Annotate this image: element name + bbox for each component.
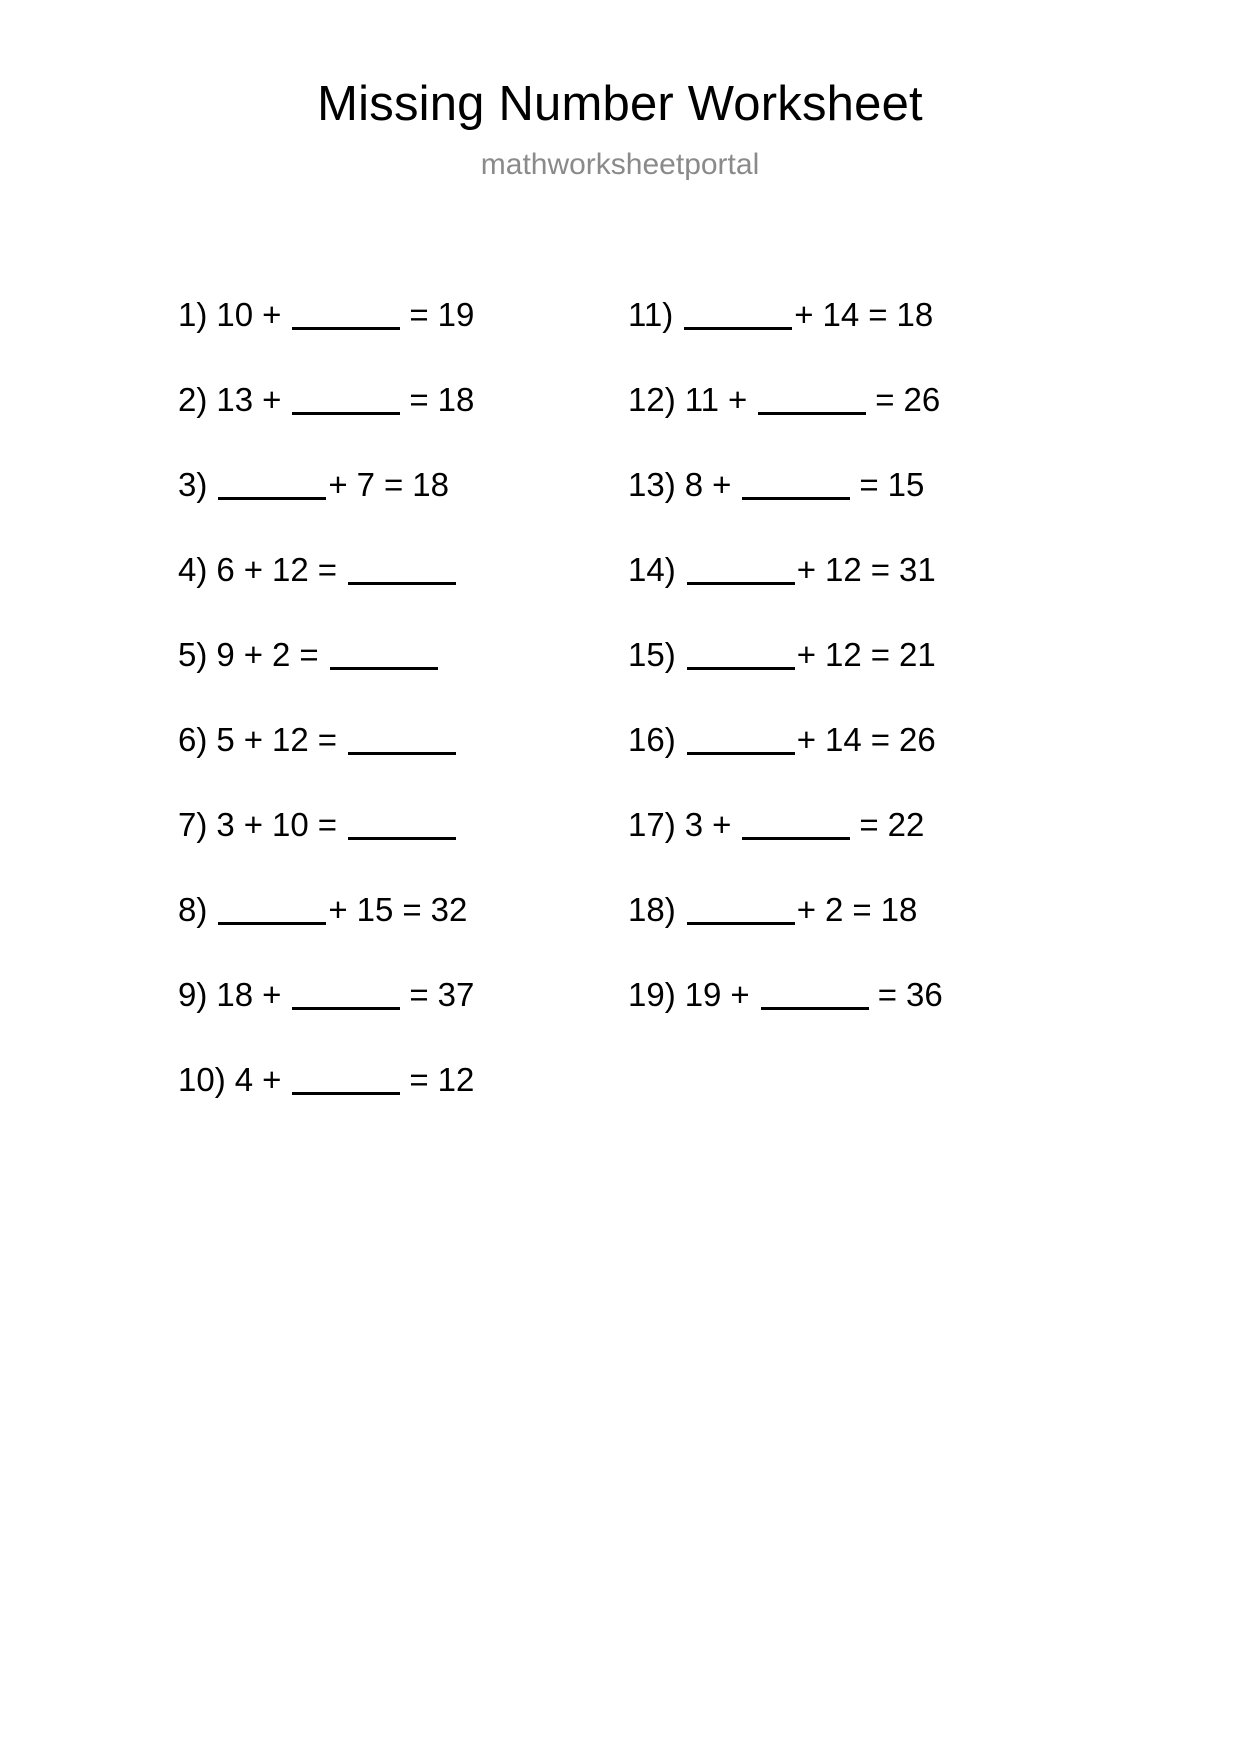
operator-equals: = xyxy=(317,721,337,759)
problem-row xyxy=(178,358,628,443)
result-value: 12 xyxy=(437,1061,475,1099)
answer-blank[interactable] xyxy=(292,386,400,415)
page-title: Missing Number Worksheet xyxy=(317,77,923,131)
operand-b: 12 xyxy=(824,636,862,674)
operand-b: 14 xyxy=(822,296,860,334)
problem-row xyxy=(628,443,1058,528)
operator-plus: + xyxy=(262,296,282,334)
operand-a: 6 xyxy=(216,551,235,589)
operand-a: 18 xyxy=(216,976,254,1014)
problem-index: 8) xyxy=(178,891,208,929)
result-value: 18 xyxy=(437,381,475,419)
answer-blank[interactable] xyxy=(687,726,795,755)
operand-a: 3 xyxy=(684,806,704,844)
operator-plus: + xyxy=(328,891,348,929)
operand-b: 12 xyxy=(824,551,862,589)
problem-index: 9) xyxy=(178,976,208,1014)
problem-index: 4) xyxy=(178,551,208,589)
problem-row xyxy=(178,273,628,358)
operand-a: 3 xyxy=(216,806,235,844)
operand-b: 7 xyxy=(356,466,375,504)
operator-plus: + xyxy=(796,721,816,759)
answer-blank[interactable] xyxy=(684,301,792,330)
problem-index: 16) xyxy=(628,721,676,759)
operator-equals: = xyxy=(317,551,337,589)
operand-a: 10 xyxy=(216,296,254,334)
answer-blank[interactable] xyxy=(742,811,850,840)
operator-plus: + xyxy=(262,976,282,1014)
operand-a: 13 xyxy=(216,381,254,419)
problem-row xyxy=(628,868,1058,953)
problem-index: 18) xyxy=(628,891,676,929)
answer-blank[interactable] xyxy=(761,981,869,1010)
operator-plus: + xyxy=(796,636,816,674)
result-value: 21 xyxy=(898,636,936,674)
answer-blank[interactable] xyxy=(218,896,326,925)
problem-row xyxy=(628,358,1058,443)
result-value: 19 xyxy=(437,296,475,334)
worksheet-header xyxy=(0,0,1240,181)
operator-plus: + xyxy=(262,381,282,419)
operator-equals: = xyxy=(409,381,429,419)
operand-b: 12 xyxy=(271,721,309,759)
operand-b: 15 xyxy=(356,891,394,929)
problem-row xyxy=(628,698,1058,783)
answer-blank[interactable] xyxy=(330,641,438,670)
problem-index: 3) xyxy=(178,466,208,504)
problem-index: 10) xyxy=(178,1061,226,1099)
answer-blank[interactable] xyxy=(687,556,795,585)
operand-b: 12 xyxy=(271,551,309,589)
answer-blank[interactable] xyxy=(218,471,326,500)
operand-b: 2 xyxy=(271,636,291,674)
operator-equals: = xyxy=(870,636,890,674)
answer-blank[interactable] xyxy=(758,386,866,415)
operator-equals: = xyxy=(852,891,872,929)
problem-index: 12) xyxy=(628,381,676,419)
operator-plus: + xyxy=(262,1061,282,1099)
operator-equals: = xyxy=(299,636,319,674)
operand-a: 11 xyxy=(684,381,719,419)
operand-a: 4 xyxy=(234,1061,254,1099)
operator-equals: = xyxy=(317,806,337,844)
operator-equals: = xyxy=(402,891,422,929)
problem-row xyxy=(628,953,1058,1038)
operator-equals: = xyxy=(877,976,897,1014)
operand-a: 5 xyxy=(216,721,235,759)
result-value: 26 xyxy=(903,381,941,419)
operator-plus: + xyxy=(243,551,263,589)
operand-b: 10 xyxy=(271,806,309,844)
operand-a: 9 xyxy=(216,636,235,674)
result-value: 18 xyxy=(880,891,918,929)
problem-row xyxy=(178,698,628,783)
operator-plus: + xyxy=(796,551,816,589)
answer-blank[interactable] xyxy=(292,301,400,330)
problem-row xyxy=(178,528,628,613)
result-value: 22 xyxy=(887,806,925,844)
operand-b: 2 xyxy=(824,891,844,929)
problem-index: 11) xyxy=(628,296,674,334)
operator-equals: = xyxy=(409,1061,429,1099)
problem-row xyxy=(178,613,628,698)
operator-plus: + xyxy=(796,891,816,929)
operator-equals: = xyxy=(383,466,404,504)
answer-blank[interactable] xyxy=(348,811,456,840)
problem-row xyxy=(628,613,1058,698)
problem-index: 13) xyxy=(628,466,676,504)
problem-index: 17) xyxy=(628,806,676,844)
result-value: 18 xyxy=(896,296,934,334)
problem-row xyxy=(628,528,1058,613)
answer-blank[interactable] xyxy=(687,641,795,670)
operator-plus: + xyxy=(243,636,263,674)
problem-row xyxy=(628,273,1058,358)
operator-equals: = xyxy=(859,806,879,844)
operator-plus: + xyxy=(712,466,732,504)
right-column xyxy=(628,273,1058,1038)
operand-b: 14 xyxy=(824,721,862,759)
problem-row xyxy=(178,783,628,868)
problem-index: 6) xyxy=(178,721,208,759)
problem-index: 14) xyxy=(628,551,676,589)
operator-plus: + xyxy=(730,976,750,1014)
operator-plus: + xyxy=(243,806,263,844)
operator-equals: = xyxy=(868,296,888,334)
operator-plus: + xyxy=(712,806,732,844)
result-value: 15 xyxy=(887,466,925,504)
page-subtitle: mathworksheetportal xyxy=(480,147,760,181)
result-value: 26 xyxy=(898,721,936,759)
problem-index: 7) xyxy=(178,806,208,844)
result-value: 31 xyxy=(898,551,936,589)
operator-equals: = xyxy=(409,296,429,334)
result-value: 36 xyxy=(905,976,943,1014)
operator-plus: + xyxy=(243,721,263,759)
problem-index: 5) xyxy=(178,636,208,674)
operator-equals: = xyxy=(875,381,895,419)
problem-row xyxy=(178,443,628,528)
operator-equals: = xyxy=(870,721,890,759)
problem-row xyxy=(178,1038,628,1123)
operator-plus: + xyxy=(794,296,814,334)
answer-blank[interactable] xyxy=(687,896,795,925)
operator-equals: = xyxy=(870,551,890,589)
operator-equals: = xyxy=(409,976,429,1014)
operator-plus: + xyxy=(328,466,348,504)
problem-index: 2) xyxy=(178,381,208,419)
answer-blank[interactable] xyxy=(292,1066,400,1095)
result-value: 37 xyxy=(437,976,475,1014)
problem-index: 1) xyxy=(178,296,208,334)
operator-equals: = xyxy=(859,466,879,504)
result-value: 32 xyxy=(430,891,468,929)
answer-blank[interactable] xyxy=(348,726,456,755)
problem-grid xyxy=(0,273,1240,1123)
problem-row xyxy=(178,868,628,953)
problem-index: 19) xyxy=(628,976,676,1014)
answer-blank[interactable] xyxy=(348,556,456,585)
operator-plus: + xyxy=(727,381,748,419)
operand-a: 19 xyxy=(684,976,722,1014)
operand-a: 8 xyxy=(684,466,704,504)
result-value: 18 xyxy=(412,466,449,504)
answer-blank[interactable] xyxy=(292,981,400,1010)
answer-blank[interactable] xyxy=(742,471,850,500)
problem-row xyxy=(628,783,1058,868)
problem-row xyxy=(178,953,628,1038)
problem-index: 15) xyxy=(628,636,676,674)
left-column xyxy=(178,273,628,1123)
